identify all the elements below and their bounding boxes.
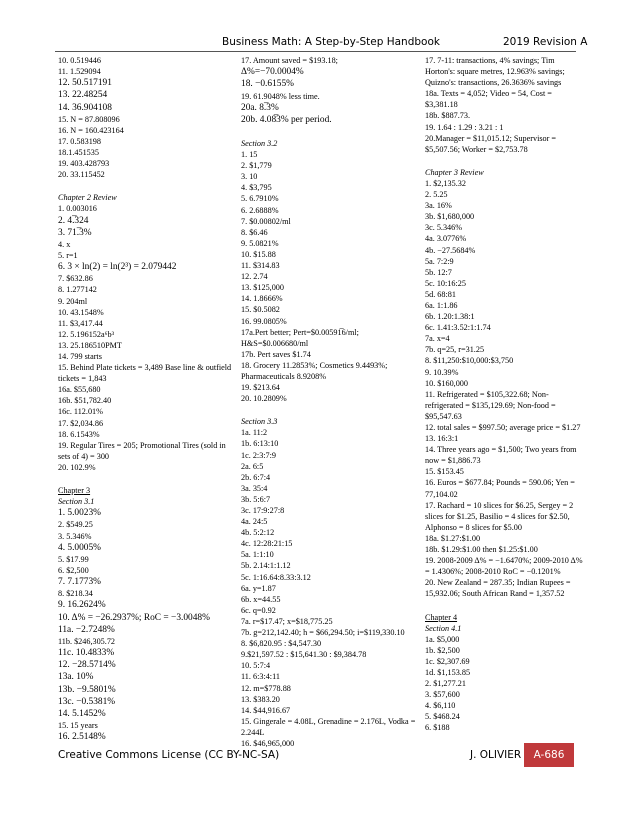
page-number-badge: A-686 — [524, 743, 574, 767]
answer-line: 20.Manager = $11,015.12; Supervisor = $5,507.56; Worker = $2,753.78 — [425, 133, 557, 154]
answer-line: 12. m=$778.88 — [241, 683, 291, 693]
answer-line: 6c. q=0.92 — [241, 605, 276, 615]
answer-line: 13. 25.186510PMT — [58, 340, 122, 350]
answer-line: 17. 7-11: transactions, 4% savings; Tim Horton's: square metres, 12.963% savings; Quizno's: transactions, 26.3636% savings — [425, 56, 565, 88]
answer-line: Δ%=−70.0004% — [241, 67, 304, 78]
answer-line: 13b. −9.5801% — [58, 684, 116, 695]
answer-line: 14. 5.1452% — [58, 709, 106, 720]
answer-line: 16. $46,965,000 — [241, 738, 295, 748]
answer-line: 14. Three years ago = $1,500; Two years from now = $1,886.73 — [425, 445, 577, 466]
answer-line: 8. 1.277142 — [58, 285, 97, 295]
answer-line: 3b. 5:6:7 — [241, 494, 271, 504]
answer-line: 5. $17.99 — [58, 554, 89, 564]
answer-line: 4. $3,795 — [241, 183, 272, 193]
section-heading: Chapter 3 Review — [425, 167, 484, 177]
answer-line: 7b. g=212,142.40; h = $66,294.50; i=$119,330.10 — [241, 628, 405, 638]
answer-line: 6. $2,500 — [58, 565, 89, 575]
answer-line: 20a. 8.̅3% — [241, 102, 279, 113]
answer-line: 5. $468.24 — [425, 712, 460, 722]
answer-line: 10. Δ% = −26.2937%; RoC = −3.0048% — [58, 612, 210, 623]
answer-line: 15. Behind Plate tickets = 3,489 Base line & outfield tickets = 1,843 — [58, 363, 232, 384]
answer-line: 2. $549.25 — [58, 520, 93, 530]
answer-line: 6b. 1.20:1.38:1 — [425, 312, 475, 322]
revision-label: 2019 Revision A — [503, 36, 588, 48]
answer-line: 5c. 10:16:25 — [425, 278, 466, 288]
answer-line: 5b. 12:7 — [425, 267, 452, 277]
answer-line: 3a. 35:4 — [241, 483, 268, 493]
answer-line: 9.$21,597.52 : $15,641.30 : $9,384.78 — [241, 650, 367, 660]
answer-line: 15. N = 87.808096 — [58, 114, 120, 124]
answer-line: 19. 403.428793 — [58, 159, 110, 169]
answer-line: 13. 16:3:1 — [425, 434, 459, 444]
answer-line: 1. $2,135.32 — [425, 178, 466, 188]
page-footer — [0, 743, 630, 767]
section-heading: Section 4.1 — [425, 623, 462, 633]
answer-line: 12. −28.5714% — [58, 660, 116, 671]
answer-line: 17. $2,034.86 — [58, 418, 104, 428]
answer-line: 19. Regular Tires = 205; Promotional Tires (sold in sets of 4) = 300 — [58, 440, 226, 461]
answer-line: 7b. q=25, r=31.25 — [425, 345, 485, 355]
chapter-heading: Chapter 4 — [425, 612, 458, 622]
answer-line: 6. 2.6888% — [241, 205, 279, 215]
answer-line: 17. Rachard = 10 slices for $6.25, Sergey = 2 slices for $1.25, Basilio = 4 slices for $2.50, Alphonso = 8 slices for $5.00 — [425, 500, 574, 532]
answer-line: 13. 22.48254 — [58, 90, 108, 101]
answer-line: 8. $6,820.95 : $4,547.30 — [241, 639, 322, 649]
answer-line: 18b. $887.73. — [425, 111, 471, 121]
answer-line: 4. 5.0005% — [58, 542, 101, 553]
section-heading: Section 3.1 — [58, 497, 95, 507]
answer-line: 15. 15 years — [58, 721, 98, 731]
answer-line: 8. $6.46 — [241, 227, 268, 237]
answer-line: 2. 4.̅324 — [58, 215, 89, 226]
answer-line: 6c. 1.41:3.52:1:1.74 — [425, 323, 491, 333]
answer-line: 16c. 112.01% — [58, 407, 103, 417]
answer-line: 3. 71.̅3% — [58, 227, 92, 238]
answer-line: 20b. 4.08̅3% per period. — [241, 114, 332, 125]
answer-line: 2. $1,779 — [241, 161, 272, 171]
answer-line: 11. Refrigerated = $105,322.68; Non-refrigerated = $135,129.69; Non-food = $95,547.63 — [425, 389, 556, 421]
section-heading: Chapter 2 Review — [58, 193, 117, 203]
answer-line: 1. 15 — [241, 150, 258, 160]
answer-line: 9. 10.39% — [425, 367, 459, 377]
answer-line: 13. $383.20 — [241, 694, 280, 704]
answer-line: 4. x — [58, 239, 71, 249]
answer-line: 3c. 17:9:27:8 — [241, 506, 285, 515]
answer-line: 3c. 5.346% — [425, 223, 463, 233]
section-heading: Section 3.2 — [241, 139, 278, 148]
answer-line: 4b. 5:2:12 — [241, 528, 275, 538]
answer-line: 1a. $5,000 — [425, 634, 460, 644]
answer-line: 14. 36.904108 — [58, 102, 112, 113]
answer-line: 10. 43.1548% — [58, 307, 104, 317]
answers-column-2 — [241, 55, 423, 749]
answer-line: 1c. $2,307.69 — [425, 656, 470, 666]
answer-line: 18.1.451535 — [58, 148, 99, 158]
answer-line: 2. $1,277.21 — [425, 679, 466, 689]
answer-line: 14. 799 starts — [58, 352, 102, 361]
answer-line: 19. 61.9048% less time. — [241, 91, 320, 101]
answer-line: 16. Euros = $677.84; Pounds = 590.06; Yen = 77,104.02 — [425, 478, 575, 499]
answer-line: 10. $160,000 — [425, 378, 468, 388]
answer-line: 5a. 7:2:9 — [425, 256, 454, 266]
answer-line: 7a. x=4 — [425, 334, 450, 344]
answer-line: 16b. $51,782.40 — [58, 396, 112, 406]
answer-line: 20. 10.2809% — [241, 394, 287, 404]
answer-line: 1b. 6:13:10 — [241, 439, 279, 449]
answer-line: 11. $3,417.44 — [58, 318, 103, 328]
answer-line: 1a. 11:2 — [241, 428, 268, 438]
header-rule — [55, 51, 576, 52]
section-heading: Section 3.3 — [241, 417, 278, 427]
answer-line: 1b. $2,500 — [425, 645, 460, 655]
answer-line: 8. $11,250:$10,000:$3,750 — [425, 356, 514, 366]
answer-line: 15. Gingerale = 4.08L, Grenadine = 2.176L, Vodka = 2.244L — [241, 716, 416, 737]
answer-line: 4c. 12:28:21:15 — [241, 539, 293, 549]
answer-line: 9. 204ml — [58, 296, 88, 306]
answer-line: 17. 0.583198 — [58, 136, 101, 146]
answer-line: 17. Amount saved = $193.18; — [241, 56, 338, 65]
answer-line: 6. $188 — [425, 723, 450, 733]
answer-line: 6b. x=44.55 — [241, 594, 281, 604]
answer-line: 5d. 68:81 — [425, 289, 456, 299]
answer-line: 18b. $1.29:$1.00 then $1.25:$1.00 — [425, 545, 538, 555]
answer-line: 7. 7.1773% — [58, 577, 101, 587]
answer-line: 6. 3 × ln(2) = ln(2³) = 2.079442 — [58, 262, 177, 273]
answer-line: 3. $57,600 — [425, 690, 460, 700]
answer-line: 3. 10 — [241, 172, 258, 182]
answer-line: 1. 0.003016 — [58, 204, 97, 214]
answer-line: 20. New Zealand = 287.35; Indian Rupees = 15,932.06; South African Rand = 1,357.52 — [425, 578, 571, 599]
answer-line: 11. $314.83 — [241, 261, 280, 271]
page-header — [0, 36, 630, 52]
answer-line: 3b. $1,680,000 — [425, 212, 475, 222]
answer-line: 16. 99.0805% — [241, 316, 287, 326]
answer-line: 9. 16.2624% — [58, 600, 106, 611]
answer-line: 6a. 1:1.86 — [425, 300, 458, 310]
answer-line: 12. 50.517191 — [58, 78, 112, 89]
answer-line: 3. 5.346% — [58, 531, 92, 541]
answer-line: 18a. $1.27:$1.00 — [425, 533, 481, 543]
answer-line: 3a. 16% — [425, 201, 452, 211]
answer-line: 5b. 2.14:1:1.12 — [241, 561, 291, 571]
answer-line: 12. total sales = $997.50; average price = $1.27 — [425, 423, 581, 432]
answer-line: 11. 6:3:4:11 — [241, 672, 280, 682]
answer-line: 4b. −27.5684% — [425, 245, 476, 255]
answer-line: 4. $6,110 — [425, 701, 456, 711]
answer-line: 20. 33.115452 — [58, 170, 105, 180]
answer-line: 4a. 3.0776% — [425, 234, 467, 244]
answer-line: 5. 6.7910% — [241, 194, 279, 204]
answer-line: 8. $218.34 — [58, 589, 93, 599]
answer-line: 11c. 10.4833% — [58, 648, 115, 658]
answer-line: 1. 5.0023% — [58, 508, 101, 519]
answer-line: 14. $44,916.67 — [241, 705, 291, 715]
answer-line: 4a. 24:5 — [241, 517, 268, 527]
answer-line: 16. N = 160.423164 — [58, 125, 124, 135]
answer-line: 1c. 2:3:7:9 — [241, 450, 277, 460]
answer-line: 13a. 10% — [58, 672, 94, 683]
answer-line: 10. 0.519446 — [58, 56, 101, 65]
answer-line: 2. 5.25 — [425, 190, 448, 200]
answer-line: 20. 102.9% — [58, 462, 96, 472]
answer-line: 12. 2.74 — [241, 272, 268, 282]
answer-line: 19. $213.64 — [241, 383, 280, 393]
answer-line: 2a. 6:5 — [241, 461, 264, 471]
answer-line: 16a. $55,680 — [58, 385, 101, 395]
answer-line: 14. 1.8666% — [241, 294, 283, 304]
answer-line: 17a.Pert better; Pert=$0.00591̅6/ml; H&S=$0.006680/ml — [241, 327, 359, 348]
answer-line: 5c. 1:16.64:8.33:3.12 — [241, 572, 311, 582]
book-title: Business Math: A Step-by-Step Handbook — [222, 36, 440, 48]
answer-line: 1d. $1,153.85 — [425, 667, 471, 677]
answer-line: 11b. $246,305.72 — [58, 636, 116, 646]
answer-line: 10. $15.88 — [241, 249, 276, 259]
answer-line: 5a. 1:1:10 — [241, 550, 274, 560]
answer-line: 7. $632.86 — [58, 274, 93, 284]
answer-line: 18. −0.6155% — [241, 79, 294, 90]
answer-line: 2b. 6:7:4 — [241, 472, 271, 482]
answer-line: 11. 1.529094 — [58, 67, 101, 77]
answer-line: 13. $125,000 — [241, 283, 284, 293]
answer-line: 13c. −0.5381% — [58, 696, 116, 707]
answers-column-1 — [58, 55, 240, 744]
answer-line: 5. r=1 — [58, 251, 78, 261]
answer-line: 17b. Pert saves $1.74 — [241, 349, 311, 359]
answer-line: 15. $0.5082 — [241, 305, 280, 315]
answer-line: 16. 2.5148% — [58, 732, 106, 743]
answer-line: 12. 5.196152a⁶b³ — [58, 329, 115, 339]
answer-line: 19. 2008-2009 Δ% = −1.6470%; 2009-2010 Δ% = 1.4306%; 2008-2010 RoC = −0.1201% — [425, 556, 583, 577]
answer-line: 6a. y=1.87 — [241, 583, 276, 593]
answer-line: 7. $0.00802/ml — [241, 216, 291, 226]
author-name: J. OLIVIER — [470, 749, 522, 761]
chapter-heading: Chapter 3 — [58, 486, 91, 496]
answer-line: 10. 5:7:4 — [241, 661, 271, 671]
answer-line: 19. 1.64 : 1.29 : 3.21 : 1 — [425, 122, 504, 132]
answer-line: 18. 6.1543% — [58, 429, 100, 439]
answer-line: 11a. −2.7248% — [58, 624, 115, 635]
answer-line: 9. 5.0821% — [241, 238, 279, 248]
answer-line: 18a. Texts = 4,052; Video = 54, Cost = $3,381.18 — [425, 89, 552, 110]
license-text: Creative Commons License (CC BY-NC-SA) — [58, 749, 280, 761]
answer-line: 7a. r=$17.47; x=$18,775.25 — [241, 616, 333, 626]
answer-line: 18. Grocery 11.2853%; Cosmetics 9.4493%; Pharmaceuticals 8.9208% — [241, 360, 388, 381]
answer-line: 15. $153.45 — [425, 467, 464, 477]
answers-column-3 — [425, 55, 585, 734]
